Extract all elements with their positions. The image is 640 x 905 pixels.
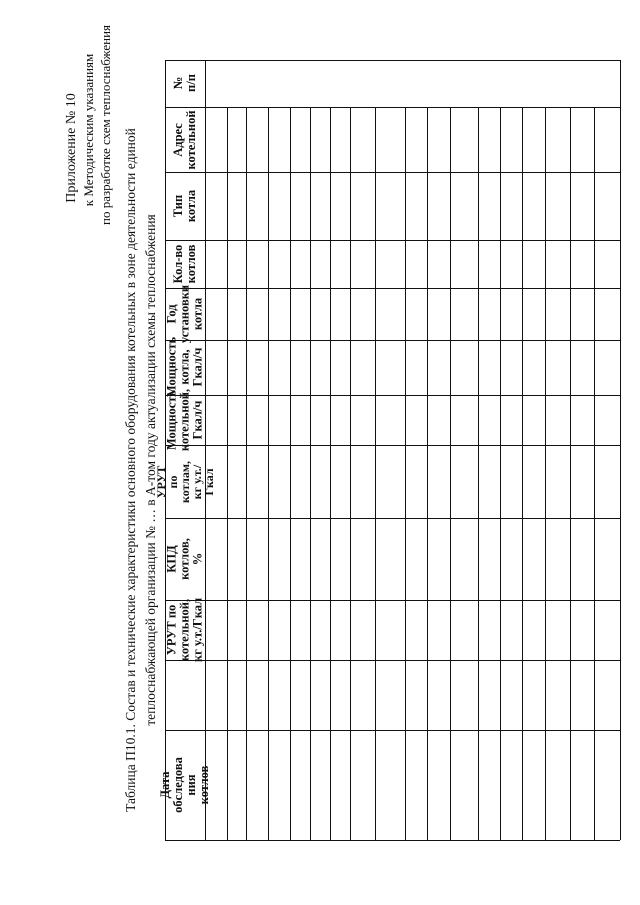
- col-header-year: Год установки котла: [164, 284, 205, 344]
- col-header-type: Тип котла: [171, 189, 198, 223]
- col-header-power-boiler: Мощность котла, Гкал/ч: [164, 336, 205, 398]
- table-caption-line2: теплоснабжающей организации № … в А-том году актуализации схемы теплоснабжения: [143, 214, 158, 726]
- col-header-address: Адрес котельной: [171, 110, 198, 170]
- col-header-urut-house: УРУТ по котельной, кг у.т./Гкал: [164, 597, 205, 663]
- appendix-title: Приложение № 10: [64, 93, 79, 203]
- col-header-count: Кол-во котлов: [171, 244, 198, 284]
- appendix-subtitle-2: по разработке схем теплоснабжения: [98, 24, 113, 226]
- col-header-date: Дата обследова ния котлов: [158, 757, 211, 813]
- appendix-subtitle: к Методическим указаниям: [81, 53, 96, 207]
- col-header-kpd: КПД котлов, %: [164, 538, 205, 580]
- col-header-num: № п/п: [171, 74, 198, 92]
- table-caption-line1: Таблица П10.1. Состав и технические характеристики основного оборудования котельных в зоне деятельности единой: [123, 128, 138, 812]
- col-header-power-house: Мощность котельной, Гкал/ч: [164, 388, 205, 452]
- col-header-urut-boiler: УРУТ по котлам, кг у.т./ Гкал: [154, 460, 216, 504]
